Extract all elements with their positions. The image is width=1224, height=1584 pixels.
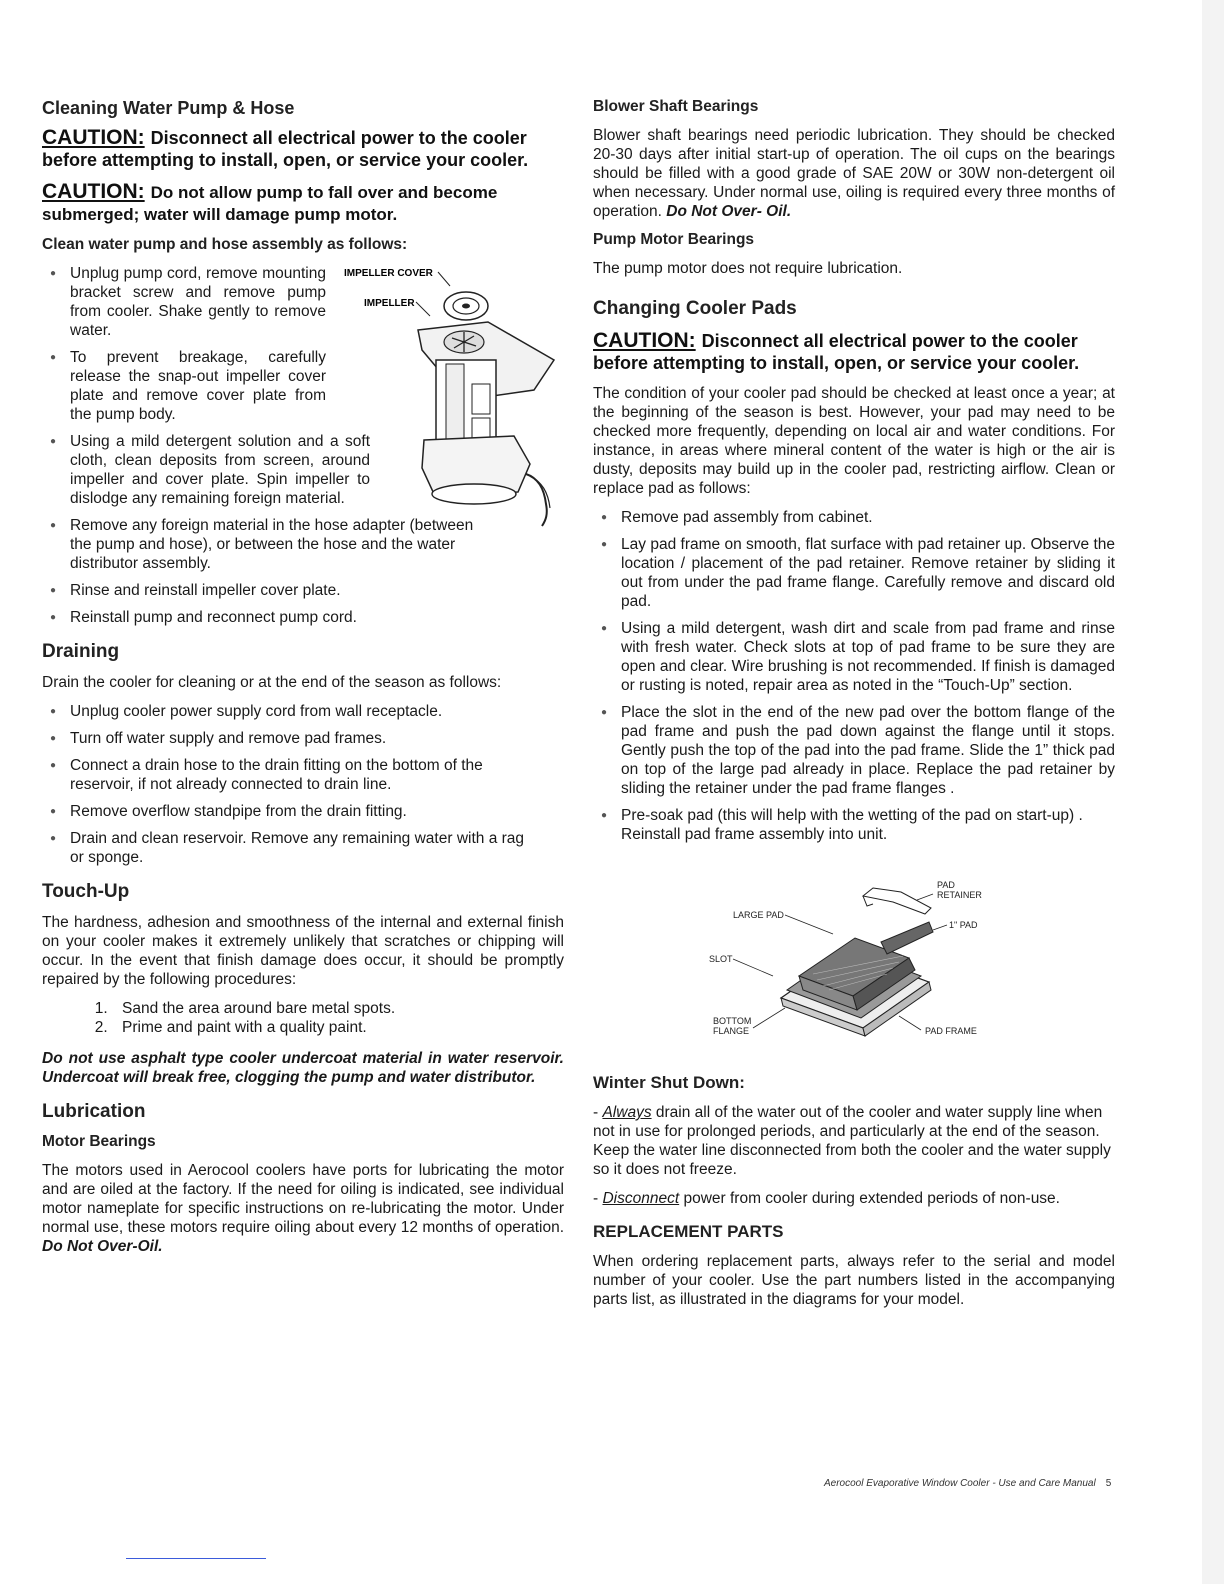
caution-pump	[42, 181, 564, 226]
fig-label-pad: PAD	[937, 880, 955, 890]
caution-text: Do not allow pump to fall over and become submerged; water will damage pump motor.	[42, 183, 498, 224]
winter-p1	[593, 1103, 1115, 1179]
lubrication-heading: Lubrication	[42, 1101, 146, 1122]
winter-p2	[593, 1189, 1115, 1208]
pads-intro: The condition of your cooler pad should be checked at least once a year; at the beginning of the season is best. However, your pad may need to be checked more frequently, depending on local air and water conditions. For instance, in areas where mineral content of the water is high or the air is dusty, deposits may build up in the cooler pad, restricting airflow. Clean or replace pad as follows:	[593, 385, 1115, 497]
page-edge-shadow	[1202, 0, 1224, 1584]
fig-label-flange: FLANGE	[713, 1026, 750, 1036]
draining-intro: Drain the cooler for cleaning or at the end of the season as follows:	[42, 674, 502, 691]
list-item: ● Reinstall pump and reconnect pump cord.	[42, 608, 482, 627]
pump-motor-heading: Pump Motor Bearings	[593, 231, 755, 248]
winter-p1-text: drain all of the water out of the cooler and water supply line when not in use for prolonged periods, and particularly at the end of the season. Keep the water line disconnected from both the cooler and the water supply so it does not freeze.	[593, 1104, 1111, 1178]
caution-text: Disconnect all electrical power to the cooler before attempting to install, open, or service your cooler.	[593, 331, 1080, 373]
list-item: ● Unplug cooler power supply cord from wall receptacle.	[42, 702, 532, 721]
list-item: ● Turn off water supply and remove pad frames.	[42, 729, 532, 748]
touchup-heading: Touch-Up	[42, 881, 130, 902]
list-item: ● Using a mild detergent, wash dirt and scale from pad frame and rinse with fresh water. Check slots at top of pad frame to be sure they are open and clear. Wire brushing is not recommended. If finish is damaged or rusting is noted, repair area as noted in the “Touch-Up” section.	[593, 619, 1115, 695]
fig-label-pad-frame: PAD FRAME	[925, 1026, 977, 1036]
right-column	[593, 98, 1115, 1319]
pad-diagram	[703, 878, 1003, 1048]
caution-word: CAUTION:	[593, 329, 696, 352]
fig-label-slot: SLOT	[709, 954, 733, 964]
list-item: ● Drain and clean reservoir. Remove any remaining water with a rag or sponge.	[42, 829, 532, 867]
pump-motor-text: The pump motor does not require lubrication.	[593, 260, 903, 277]
motor-emph: Do Not Over-Oil.	[42, 1238, 163, 1255]
list-item: ● Remove pad assembly from cabinet.	[593, 508, 1115, 527]
disconnect-emph: Disconnect	[602, 1190, 680, 1207]
page-number: 5	[1105, 1478, 1112, 1489]
pump-heading: Cleaning Water Pump & Hose	[42, 98, 295, 118]
draining-heading: Draining	[42, 641, 120, 662]
caution-power	[42, 127, 564, 171]
always-emph: Always	[602, 1104, 652, 1121]
pump-steps-wrap	[42, 264, 564, 627]
draining-steps	[42, 702, 532, 867]
fig-label-large-pad: LARGE PAD	[733, 910, 784, 920]
pump-intro: Clean water pump and hose assembly as follows:	[42, 236, 408, 253]
list-item: ● To prevent breakage, carefully release the snap-out impeller cover plate and remove cover plate from the pump body.	[42, 348, 326, 424]
pump-diagram	[338, 264, 570, 534]
left-column	[42, 98, 564, 1266]
winter-p2-text: power from cooler during extended periods of non-use.	[679, 1190, 1060, 1207]
list-item: ● Place the slot in the end of the new pad over the bottom flange of the pad frame and push the pad down against the flange until it stops. Gently push the top of the pad into the pad frame. Slide the 1” thick pad on top of the large pad already in place. Replace the pad retainer by sliding the retainer under the pad frame flanges .	[593, 703, 1115, 798]
list-item: ● Rinse and reinstall impeller cover plate.	[42, 581, 482, 600]
caution-text: Disconnect all electrical power to the cooler before attempting to install, open, or service your cooler.	[42, 128, 529, 170]
winter-heading: Winter Shut Down:	[593, 1073, 745, 1092]
motor-bearings-text	[42, 1161, 564, 1256]
caution-pads	[593, 330, 1115, 374]
list-item: ● Remove any foreign material in the hose adapter (between the pump and hose), or between the hose and the water distributor assembly.	[42, 516, 482, 573]
blower-emph: Do Not Over- Oil.	[666, 203, 792, 220]
footnote-rule	[126, 1558, 266, 1559]
pump-steps-top	[42, 264, 370, 508]
dash: -	[593, 1104, 603, 1121]
fig-label-one-inch-pad: 1" PAD	[949, 920, 978, 930]
dash: -	[593, 1190, 603, 1207]
list-item: ● Remove overflow standpipe from the drain fitting.	[42, 802, 532, 821]
replacement-text: When ordering replacement parts, always refer to the serial and model number of your cooler. Use the part numbers listed in the accompanying parts list, as illustrated in the diagrams for your model.	[593, 1253, 1115, 1308]
list-item: 2. Prime and paint with a quality paint.	[112, 1018, 564, 1037]
list-item: ● Connect a drain hose to the drain fitting on the bottom of the reservoir, if not already connected to drain line.	[42, 756, 532, 794]
pads-heading: Changing Cooler Pads	[593, 298, 797, 319]
blower-heading: Blower Shaft Bearings	[593, 98, 759, 115]
touchup-text: The hardness, adhesion and smoothness of the internal and external finish on your cooler makes it extremely unlikely that scratches or chipping will occur. In the event that finish damage does occur, it should be promptly repaired by the following procedures:	[42, 914, 564, 988]
fig-label-impeller: IMPELLER	[364, 298, 415, 309]
caution-word: CAUTION:	[42, 180, 145, 203]
footer-title: Aerocool Evaporative Window Cooler - Use and Care Manual	[824, 1478, 1096, 1489]
list-item: ● Pre-soak pad (this will help with the wetting of the pad on start-up) . Reinstall pad frame assembly into unit.	[593, 806, 1115, 844]
motor-text: The motors used in Aerocool coolers have ports for lubricating the motor and are oiled at the factory. If the need for oiling is indicated, see individual motor nameplate for specific instructions on re-lubricating the motor. Under normal use, these motors require oiling about every 12 months of operation.	[42, 1162, 564, 1236]
touchup-steps	[42, 999, 564, 1037]
list-item: ● Unplug pump cord, remove mounting bracket screw and remove pump from cooler. Shake gently to remove water.	[42, 264, 326, 340]
blower-text	[593, 126, 1115, 221]
page-footer	[824, 1478, 1111, 1489]
caution-word: CAUTION:	[42, 126, 145, 149]
replacement-heading: REPLACEMENT PARTS	[593, 1222, 784, 1241]
list-item: ● Using a mild detergent solution and a soft cloth, clean deposits from screen, around impeller and cover plate. Spin impeller to dislodge any remaining foreign material.	[42, 432, 370, 508]
list-item: 1. Sand the area around bare metal spots.	[112, 999, 564, 1018]
motor-bearings-heading: Motor Bearings	[42, 1133, 156, 1150]
fig-label-retainer: RETAINER	[937, 890, 982, 900]
fig-label-impeller-cover: IMPELLER COVER	[344, 268, 433, 279]
undercoat-warning: Do not use asphalt type cooler undercoat material in water reservoir. Undercoat will break free, clogging the pump and water distributor.	[42, 1050, 564, 1086]
blower-body: Blower shaft bearings need periodic lubrication. They should be checked 20-30 days after initial start-up of operation. The oil cups on the bearings should be filled with a good grade of SAE 20W or 30W non-detergent oil when necessary. Under normal use, oiling is required every three months of operation.	[593, 127, 1115, 220]
pump-steps-bottom	[42, 516, 482, 627]
pads-steps	[593, 508, 1115, 844]
list-item: ● Lay pad frame on smooth, flat surface with pad retainer up. Observe the location / placement of the pad retainer. Remove retainer by sliding it out from under the pad frame flange. Carefully remove and discard old pad.	[593, 535, 1115, 611]
fig-label-bottom: BOTTOM	[713, 1016, 752, 1026]
